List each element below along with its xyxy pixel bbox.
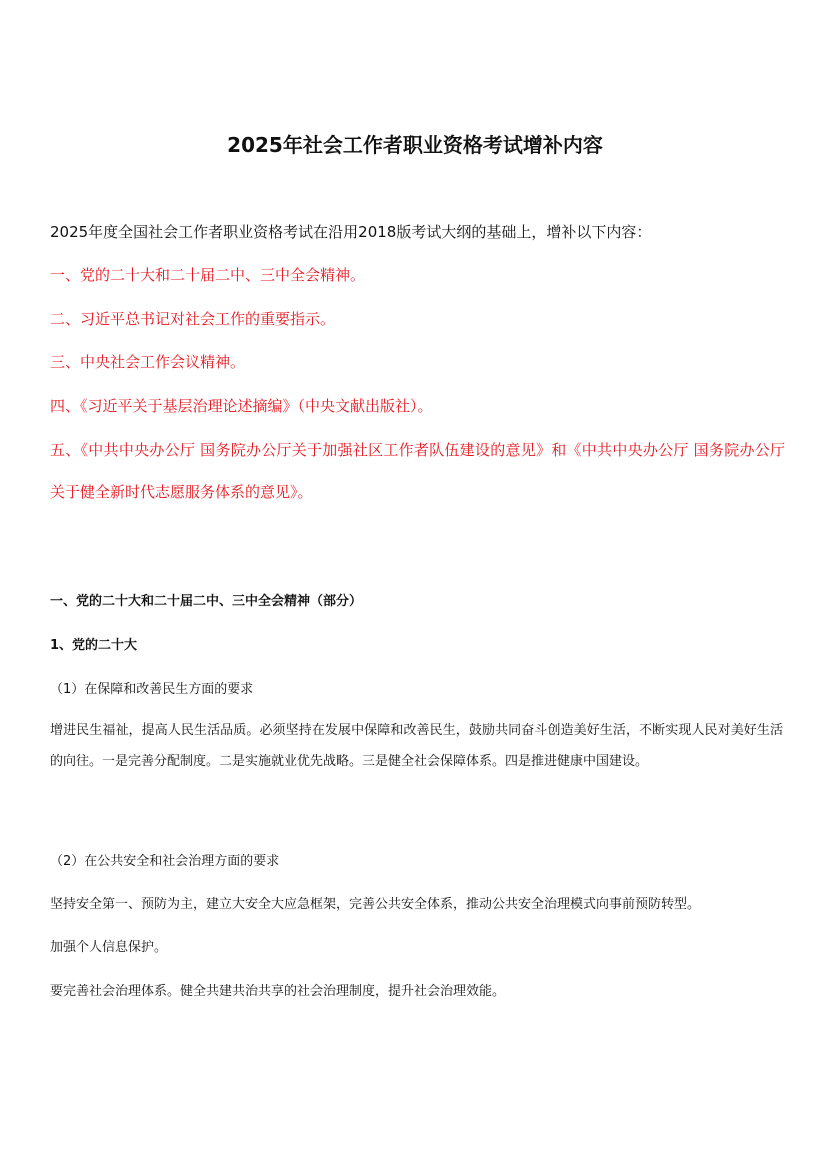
supplement-item-1: 一、党的二十大和二十届二中、三中全会精神。: [50, 266, 366, 284]
body-paragraph-4: 要完善社会治理体系。健全共建共治共享的社会治理制度，提升社会治理效能。: [50, 984, 506, 999]
supplement-item-3: 三、中央社会工作会议精神。: [50, 353, 246, 371]
section-heading: 一、党的二十大和二十届二中、三中全会精神（部分）: [50, 594, 363, 609]
sub-heading: 1、党的二十大: [50, 638, 138, 653]
intro-paragraph: 2025年度全国社会工作者职业资格考试在沿用2018版考试大纲的基础上，增补以下内容：: [50, 223, 652, 241]
body-paragraph-2: 坚持安全第一、预防为主，建立大安全大应急框架，完善公共安全体系，推动公共安全治理模式向事前预防转型。: [50, 897, 701, 912]
sub-sub-heading-1: （1）在保障和改善民生方面的要求: [50, 682, 254, 697]
body-paragraph-3: 加强个人信息保护。: [50, 940, 168, 955]
supplement-item-5: 五、《中共中央办公厅 国务院办公厅关于加强社区工作者队伍建设的意见》和《中共中央办公厅 国务院办公厅关于健全新时代志愿服务体系的意见》。: [50, 441, 785, 501]
sub-sub-heading-2: （2）在公共安全和社会治理方面的要求: [50, 854, 280, 869]
supplement-item-4: 四、《习近平关于基层治理论述摘编》（中央文献出版社）。: [50, 397, 433, 415]
body-paragraph-1: 增进民生福祉，提高人民生活品质。必须坚持在发展中保障和改善民生，鼓励共同奋斗创造美好生活，不断实现人民对美好生活的向往。一是完善分配制度。二是实施就业优先战略。三是健全社会保障体系。四是推进健康中国建设。: [50, 723, 783, 769]
document-title: 2025年社会工作者职业资格考试增补内容: [227, 133, 603, 157]
supplement-item-2: 二、习近平总书记对社会工作的重要指示。: [50, 310, 336, 328]
